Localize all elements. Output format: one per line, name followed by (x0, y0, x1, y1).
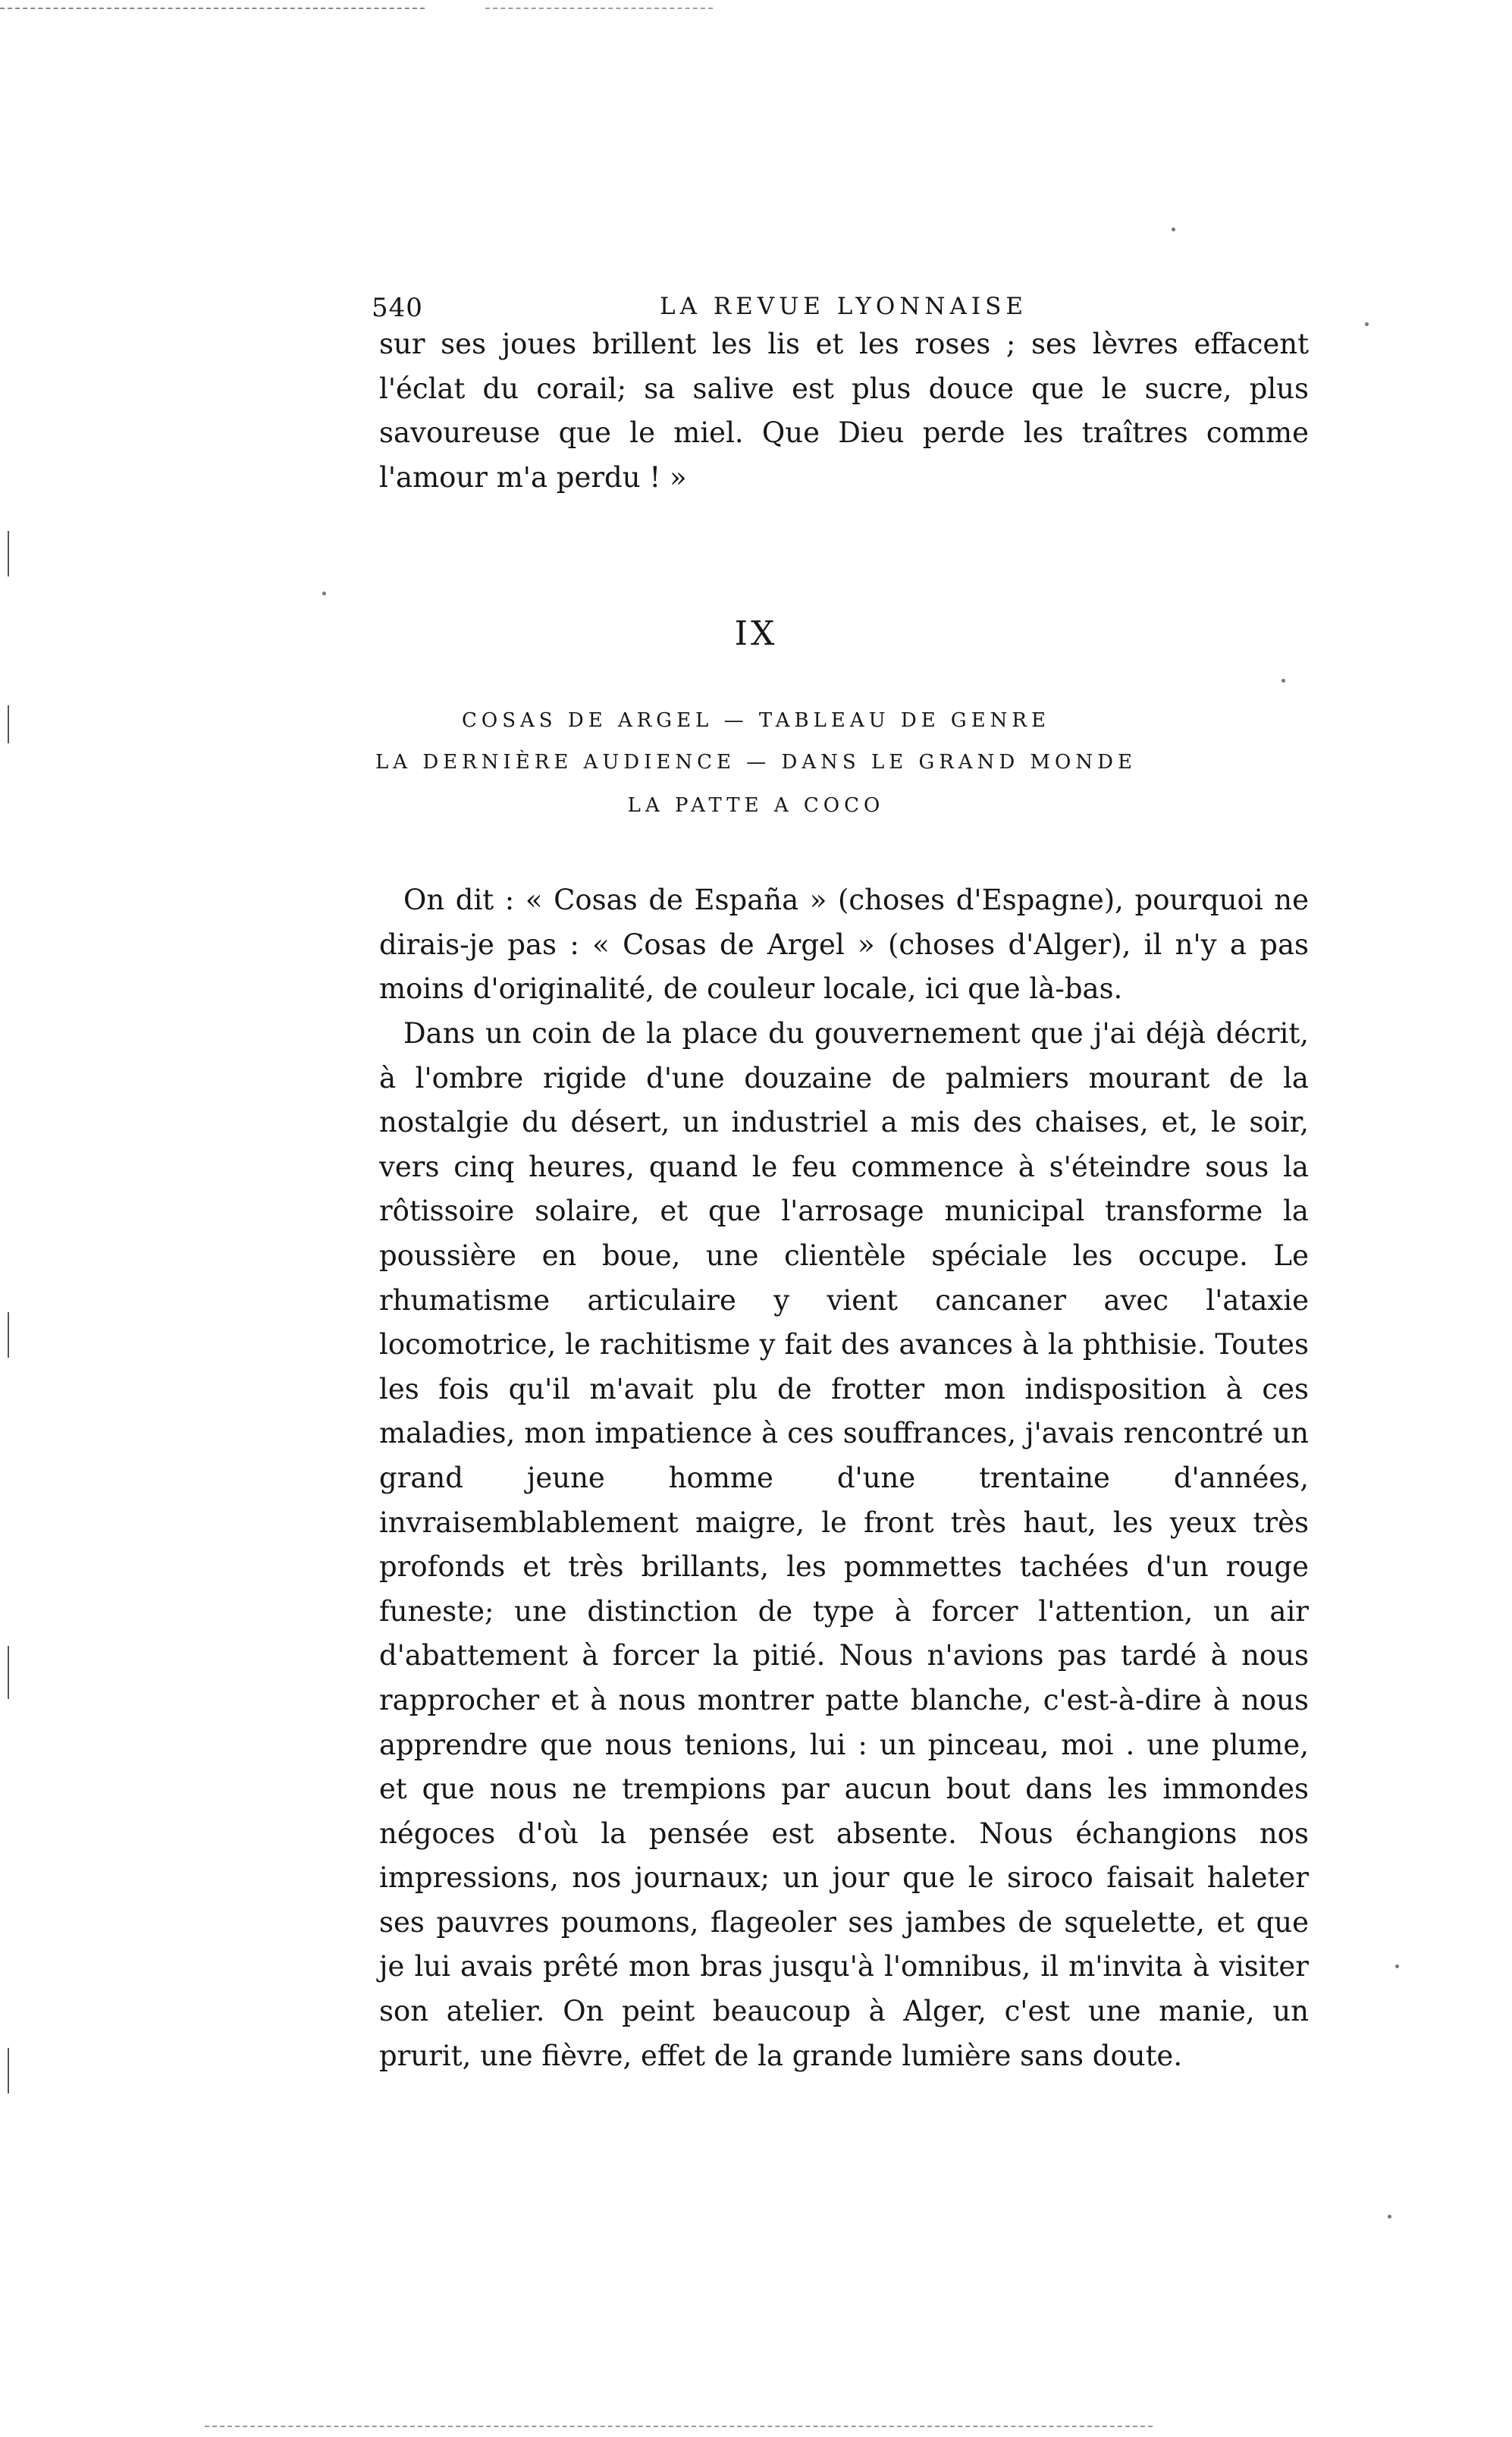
scan-edge-bottom (205, 2426, 1153, 2427)
chapter-subtitle-line: LA PATTE A COCO (627, 794, 885, 817)
scan-speck (1281, 679, 1285, 683)
scan-edge-left-mark (8, 1646, 9, 1699)
scan-speck (1388, 2215, 1391, 2219)
page-number: 540 (372, 293, 423, 323)
journal-title: LA REVUE LYONNAISE (660, 293, 1028, 320)
body-paragraph: On dit : « Cosas de España » (choses d'Espagne), pourquoi ne dirais-je pas : « Cosas de Argel » (choses d'Alger), il n'y a pas moins d'originalité, de couleur locale, ici que là-bas. (379, 884, 1309, 1006)
body-paragraph: Dans un coin de la place du gouvernement que j'ai déjà décrit, à l'ombre rigide d'une douzaine de palmiers mourant de la nostalgie du désert, un industriel a mis des chaises, et, le soir, vers cinq heures, quand le feu commence à s'éteindre sous la rôtissoire solaire, et que l'arrosage municipal transforme la poussière en boue, une clientèle spéciale les occupe. Le rhumatisme articulaire y vient cancaner avec l'ataxie locomotrice, le rachitisme y fait des avances à la phthisie. Toutes les fois qu'il m'avait plu de frotter mon indisposition à ces maladies, mon impatience à ces souffrances, j'avais rencontré un grand jeune homme d'une trentaine d'années, invraisemblablement maigre, le front très haut, les yeux très profonds et très brillants, les pommettes tachées d'un rouge funeste; une distinction de type à forcer l'attention, un air d'abattement à forcer la pitié. Nous n'avions pas tardé à nous rapprocher et à nous montrer patte blanche, c'est-à-dire à nous apprendre que nous tenions, lui : un pinceau, moi . une plume, et que nous ne trempions par aucun bout dans les immondes négoces d'où la pensée est absente. Nous échangions nos impressions, nos journaux; un jour que le siroco faisait haleter ses pauvres poumons, flageoler ses jambes de squelette, et que je lui avais prêté mon bras jusqu'à l'omnibus, il m'invita à visiter son atelier. On peint beaucoup à Alger, c'est une manie, un prurit, une fièvre, effet de la grande lumière sans doute. (379, 1017, 1309, 2072)
scan-speck (1172, 228, 1175, 231)
scan-edge-left-mark (8, 531, 9, 576)
scan-edge-top (0, 8, 425, 9)
chapter-subtitle-line: COSAS DE ARGEL — TABLEAU DE GENRE (461, 709, 1050, 732)
scan-speck (1395, 1964, 1399, 1968)
opening-paragraph: sur ses joues brillent les lis et les roses ; ses lèvres effacent l'éclat du corail; sa salive est plus douce que le sucre, plus savoureuse que le miel. Que Dieu perde les traîtres comme l'amour m'a perdu ! » (379, 328, 1309, 494)
scan-edge-left-mark (8, 1312, 9, 1358)
scan-edge-left-mark (8, 2048, 9, 2093)
chapter-number: IX (734, 614, 778, 653)
chapter-subtitle-line: LA DERNIÈRE AUDIENCE — DANS LE GRAND MONDE (375, 751, 1137, 774)
scan-edge-top-right (485, 8, 713, 9)
scan-speck (1365, 322, 1369, 326)
scan-speck (322, 592, 326, 595)
